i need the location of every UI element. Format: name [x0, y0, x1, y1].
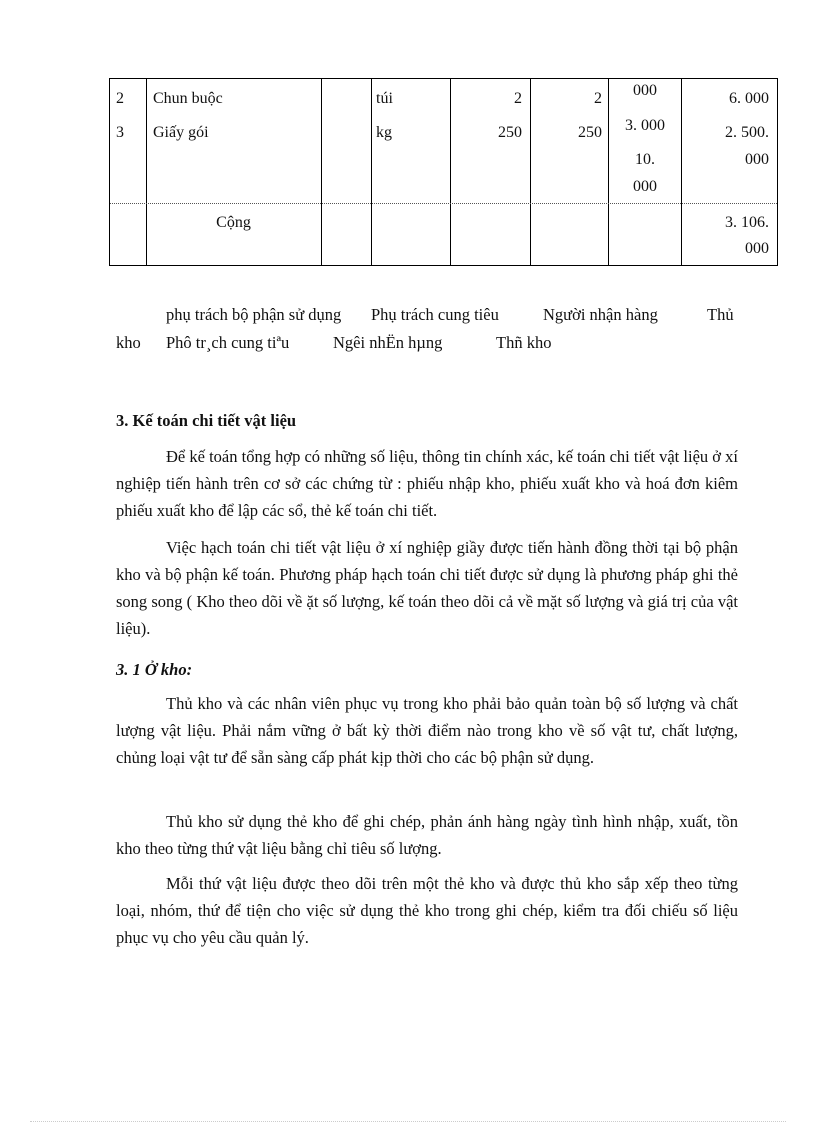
table-cell-price-line: 10. [635, 151, 655, 168]
section-heading: 3. Kế toán chi tiết vật liệu [116, 411, 297, 430]
table-cell-stt: 3 [116, 124, 124, 141]
table-cell-qty-actual: 250 [578, 124, 602, 141]
table-cell-name: Giấy gói [153, 124, 209, 141]
paragraph [116, 534, 738, 642]
paragraph [116, 443, 738, 524]
table-cell-unit: túi [376, 90, 393, 107]
signature-garbled-text: Phô tr¸ch cung tiªu [166, 333, 290, 352]
table-cell-qty-requested: 2 [514, 90, 522, 107]
paragraph [116, 808, 738, 862]
col-divider [450, 79, 451, 265]
paragraph [116, 690, 738, 771]
paragraph-text: Việc hạch toán chi tiết vật liệu ở xí nghiệp giầy được tiến hành đồng thời tại bộ phận kho và bộ phận kế toán. Phương pháp hạch toán chi tiết được sử dụng là phương pháp ghi thẻ song song ( Kho theo dõi về ặt số lượng, kế toán theo dõi cả về mặt số lượng và giá trị của vật liệu). [116, 538, 738, 638]
table-cell-total-line: 2. 500. [725, 124, 769, 141]
table-cell-total: 6. 000 [729, 90, 769, 107]
col-divider [530, 79, 531, 265]
paragraph-text: Mỗi thứ vật liệu được theo dõi trên một thẻ kho và được thủ kho sắp xếp theo từng loại, nhóm, thứ để tiện cho việc sử dụng thẻ kho trong ghi chép, kiểm tra đối chiếu số liệu phục vụ cho yêu cầu quản lý. [116, 874, 738, 947]
signature-garbled-text: Thñ kho [496, 333, 552, 352]
col-divider [681, 79, 682, 265]
table-sum-label: Cộng [216, 214, 251, 231]
signature-garbled-text: Ngêi nhËn hµng [333, 333, 443, 352]
signature-receiver: Người nhận hàng [543, 305, 658, 324]
materials-table [109, 78, 778, 266]
table-cell-qty-requested: 250 [498, 124, 522, 141]
table-cell-price: 000 [633, 82, 657, 99]
col-divider [608, 79, 609, 265]
signature-user-dept: phụ trách bộ phận sử dụng [166, 305, 342, 324]
col-divider [371, 79, 372, 265]
table-cell-qty-actual: 2 [594, 90, 602, 107]
table-cell-price-line: 000 [633, 178, 657, 195]
table-cell-stt: 2 [116, 90, 124, 107]
col-divider [146, 79, 147, 265]
row-divider [110, 203, 777, 204]
paragraph-text: Để kế toán tổng hợp có những số liệu, thông tin chính xác, kế toán chi tiết vật liệu ở xí nghiệp tiến hành trên cơ sở các chứng từ : phiếu nhập kho, phiếu xuất kho và hoá đơn kiêm phiếu xuất kho để lập các sổ, thẻ kế toán chi tiết. [116, 447, 738, 520]
table-sum-total-line: 3. 106. [725, 214, 769, 231]
page-bottom-rule [30, 1121, 786, 1122]
table-cell-price-line: 3. 000 [625, 117, 665, 134]
signature-storekeeper: Thủ [707, 305, 734, 324]
signature-garbled-text: kho [116, 333, 141, 352]
paragraph-text: Thủ kho và các nhân viên phục vụ trong kho phải bảo quản toàn bộ số lượng và chất lượng vật liệu. Phải nắm vững ở bất kỳ thời điểm nào trong kho về số vật tư, chất lượng, chủng loại vật tư để sẵn sàng cấp phát kịp thời cho các bộ phận sử dụng. [116, 694, 738, 767]
paragraph [116, 870, 738, 951]
col-divider [321, 79, 322, 265]
table-sum-total-line: 000 [745, 240, 769, 257]
subsection-heading: 3. 1 Ở kho: [116, 660, 193, 679]
table-cell-name: Chun buộc [153, 90, 223, 107]
signature-supply-head: Phụ trách cung tiêu [371, 305, 499, 324]
table-cell-total-line: 000 [745, 151, 769, 168]
table-cell-unit: kg [376, 124, 392, 141]
paragraph-text: Thủ kho sử dụng thẻ kho để ghi chép, phản ánh hàng ngày tình hình nhập, xuất, tồn kho theo từng thứ vật liệu bằng chỉ tiêu số lượng. [116, 812, 738, 858]
